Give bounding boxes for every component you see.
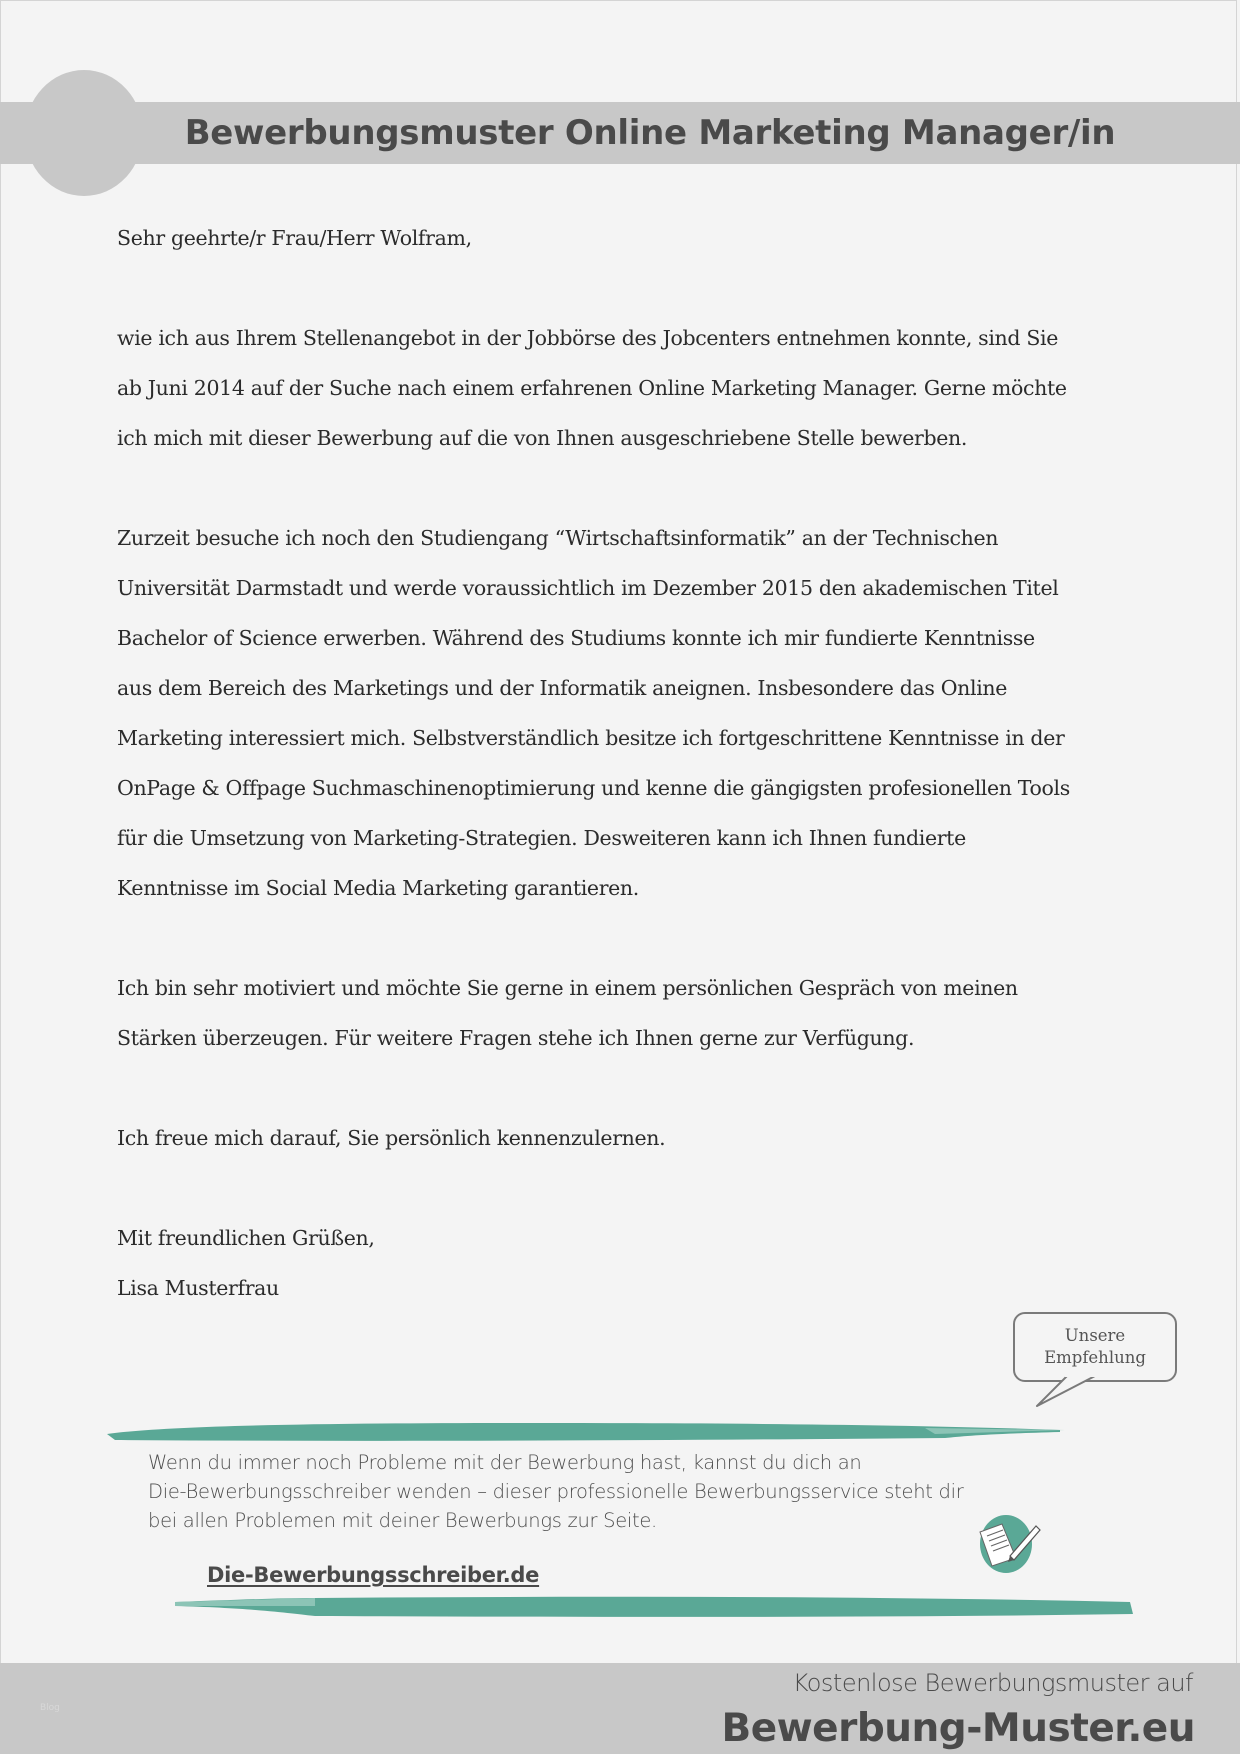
paragraph-2-line-7: für die Umsetzung von Marketing-Strategien. Desweiteren kann ich Ihnen fundierte bbox=[117, 826, 966, 850]
page-title: Bewerbungsmuster Online Marketing Manager/in bbox=[184, 113, 1116, 153]
paragraph-1-line-3: ich mich mit dieser Bewerbung auf die von Ihnen ausgeschriebene Stelle bewerben. bbox=[117, 426, 968, 450]
paragraph-4-line-1: Ich freue mich darauf, Sie persönlich kennenzulernen. bbox=[117, 1126, 666, 1150]
recommendation-bubble bbox=[1013, 1312, 1177, 1382]
paragraph-1-line-1: wie ich aus Ihrem Stellenangebot in der Jobbörse des Jobcenters entnehmen konnte, sind Sie bbox=[117, 326, 1058, 350]
recommendation-text bbox=[148, 1448, 1108, 1535]
recommendation-text-line-2: Die-Bewerbungsschreiber wenden – dieser professionelle Bewerbungsservice steht dir bbox=[148, 1480, 964, 1503]
paragraph-2-line-4: aus dem Bereich des Marketings und der Informatik aneignen. Insbesondere das Online bbox=[117, 676, 1008, 700]
speech-bubble-tail-icon bbox=[1035, 1376, 1115, 1408]
recommendation-text-line-1: Wenn du immer noch Probleme mit der Bewerbung hast, kannst du dich an bbox=[148, 1451, 862, 1474]
paragraph-2-line-1: Zurzeit besuche ich noch den Studiengang “Wirtschaftsinformatik” an der Technischen bbox=[117, 526, 999, 550]
signature: Lisa Musterfrau bbox=[117, 1276, 279, 1300]
document-pen-icon bbox=[972, 1510, 1048, 1574]
footer-watermark: Blog bbox=[40, 1703, 60, 1713]
paragraph-2-line-5: Marketing interessiert mich. Selbstverständlich besitze ich fortgeschrittene Kenntnisse in der bbox=[117, 726, 1065, 750]
salutation: Sehr geehrte/r Frau/Herr Wolfram, bbox=[117, 226, 472, 250]
recommendation-text-line-3: bei allen Problemen mit deiner Bewerbungs zur Seite. bbox=[148, 1509, 657, 1532]
footer-brand: Bewerbung-Muster.eu bbox=[721, 1706, 1195, 1751]
brush-stroke-bottom bbox=[175, 1592, 1135, 1620]
paragraph-2-line-8: Kenntnisse im Social Media Marketing garantieren. bbox=[117, 876, 639, 900]
paragraph-2-line-3: Bachelor of Science erwerben. Während des Studiums konnte ich mir fundierte Kenntnisse bbox=[117, 626, 1035, 650]
paragraph-2-line-2: Universität Darmstadt und werde voraussichtlich im Dezember 2015 den akademischen Titel bbox=[117, 576, 1059, 600]
paragraph-1-line-2: ab Juni 2014 auf der Suche nach einem erfahrenen Online Marketing Manager. Gerne möchte bbox=[117, 376, 1067, 400]
bubble-line-2: Empfehlung bbox=[1044, 1348, 1146, 1367]
paragraph-2-line-6: OnPage & Offpage Suchmaschinenoptimierung und kenne die gängigsten profesionellen Tools bbox=[117, 776, 1070, 800]
bubble-line-1: Unsere bbox=[1064, 1326, 1126, 1345]
bewerbungsschreiber-link[interactable]: Die-Bewerbungsschreiber.de bbox=[207, 1563, 540, 1587]
brush-stroke-top bbox=[105, 1418, 1065, 1444]
footer-subtitle: Kostenlose Bewerbungsmuster auf bbox=[792, 1669, 1193, 1697]
paragraph-3-line-2: Stärken überzeugen. Für weitere Fragen stehe ich Ihnen gerne zur Verfügung. bbox=[117, 1026, 915, 1050]
paragraph-3-line-1: Ich bin sehr motiviert und möchte Sie gerne in einem persönlichen Gespräch von meinen bbox=[117, 976, 1018, 1000]
closing: Mit freundlichen Grüßen, bbox=[117, 1226, 375, 1250]
